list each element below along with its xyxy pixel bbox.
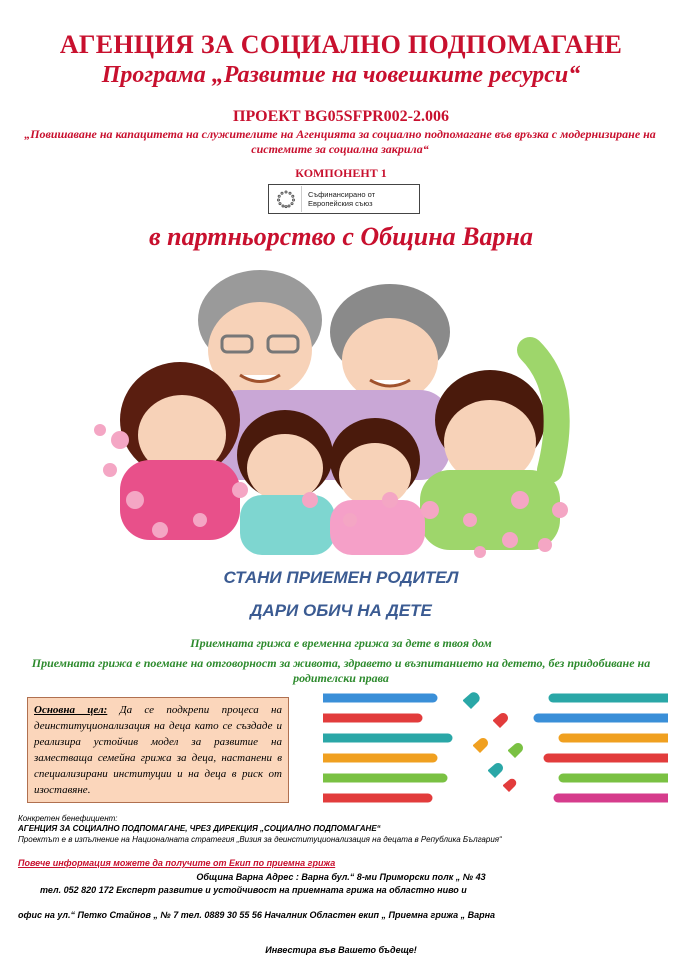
more-info-link[interactable]: Повече информация можете да получите от Екип по приемна грижа — [18, 858, 336, 868]
address-line: Община Варна Адрес : Варна бул.“ 8-ми Приморски полк „ № 43 — [196, 872, 486, 882]
component-label: КОМПОНЕНТ 1 — [295, 166, 387, 180]
definition-responsibility: Приемната грижа е поемане на отговорност за живота, здравето и възпитанието на детето, без придобиване на родителски права — [31, 656, 651, 685]
slogan-give-love: ДАРИ ОБИЧ НА ДЕТЕ — [250, 601, 432, 620]
motto: Инвестира във Вашето бъдеще! — [265, 945, 417, 955]
goal-text: Да се подкрепи процеса на деинституционализация на деца като се създаде и реализира устойчив модел за развитие на заместваща семейна грижа за деца, настанени в специализирани институции и на деца в риск от изоставяне. — [34, 704, 282, 796]
project-code: ПРОЕКТ BG05SFPR002-2.006 — [233, 108, 449, 125]
office-line: офис на ул.“ Петко Стайнов „ № 7 тел. 0889 30 55 56 Началник Областен екип „ Приемна грижа „ Варна — [18, 910, 496, 920]
beneficiary-name: АГЕНЦИЯ ЗА СОЦИАЛНО ПОДПОМАГАНЕ, ЧРЕЗ ДИРЕКЦИЯ „СОЦИАЛНО ПОДПОМАГАНЕ“ — [18, 824, 381, 833]
eu-logo-line-1: Съфинансирано от — [308, 190, 376, 199]
slogan-become-foster-parent: СТАНИ ПРИЕМЕН РОДИТЕЛ — [223, 568, 459, 587]
phone-line: тел. 052 820 172 Експерт развитие и устойчивост на приемната грижа на областно ниво и — [40, 885, 467, 895]
goal-label: Основна цел: — [34, 704, 108, 716]
agency-title: АГЕНЦИЯ ЗА СОЦИАЛНО ПОДПОМАГАНЕ — [59, 30, 623, 59]
project-title: „Повишаване на капацитета на служителите на Агенцията за социално подпомагане във връзка с модернизиране на системите за социална закрила“ — [24, 127, 656, 156]
eu-cofunded-logo — [268, 184, 420, 214]
beneficiary-label: Конкретен бенефициент: — [18, 814, 118, 823]
main-goal-box — [27, 697, 289, 803]
colorful-hands-hearts-illustration — [323, 690, 668, 805]
family-illustration — [90, 270, 590, 560]
eu-flag-icon — [271, 186, 302, 212]
program-title: Програма „Развитие на човешките ресурси“ — [101, 62, 581, 88]
strategy-note: Проектът е в изпълнение на Националната стратегия „Визия за деинституционализация на децата в Република България“ — [18, 835, 502, 844]
partnership-heading: в партньорство с Община Варна — [149, 222, 533, 251]
definition-temporary-care: Приемната грижа е временна грижа за дете в твоя дом — [190, 636, 492, 650]
eu-logo-line-2: Европейския съюз — [308, 199, 373, 208]
